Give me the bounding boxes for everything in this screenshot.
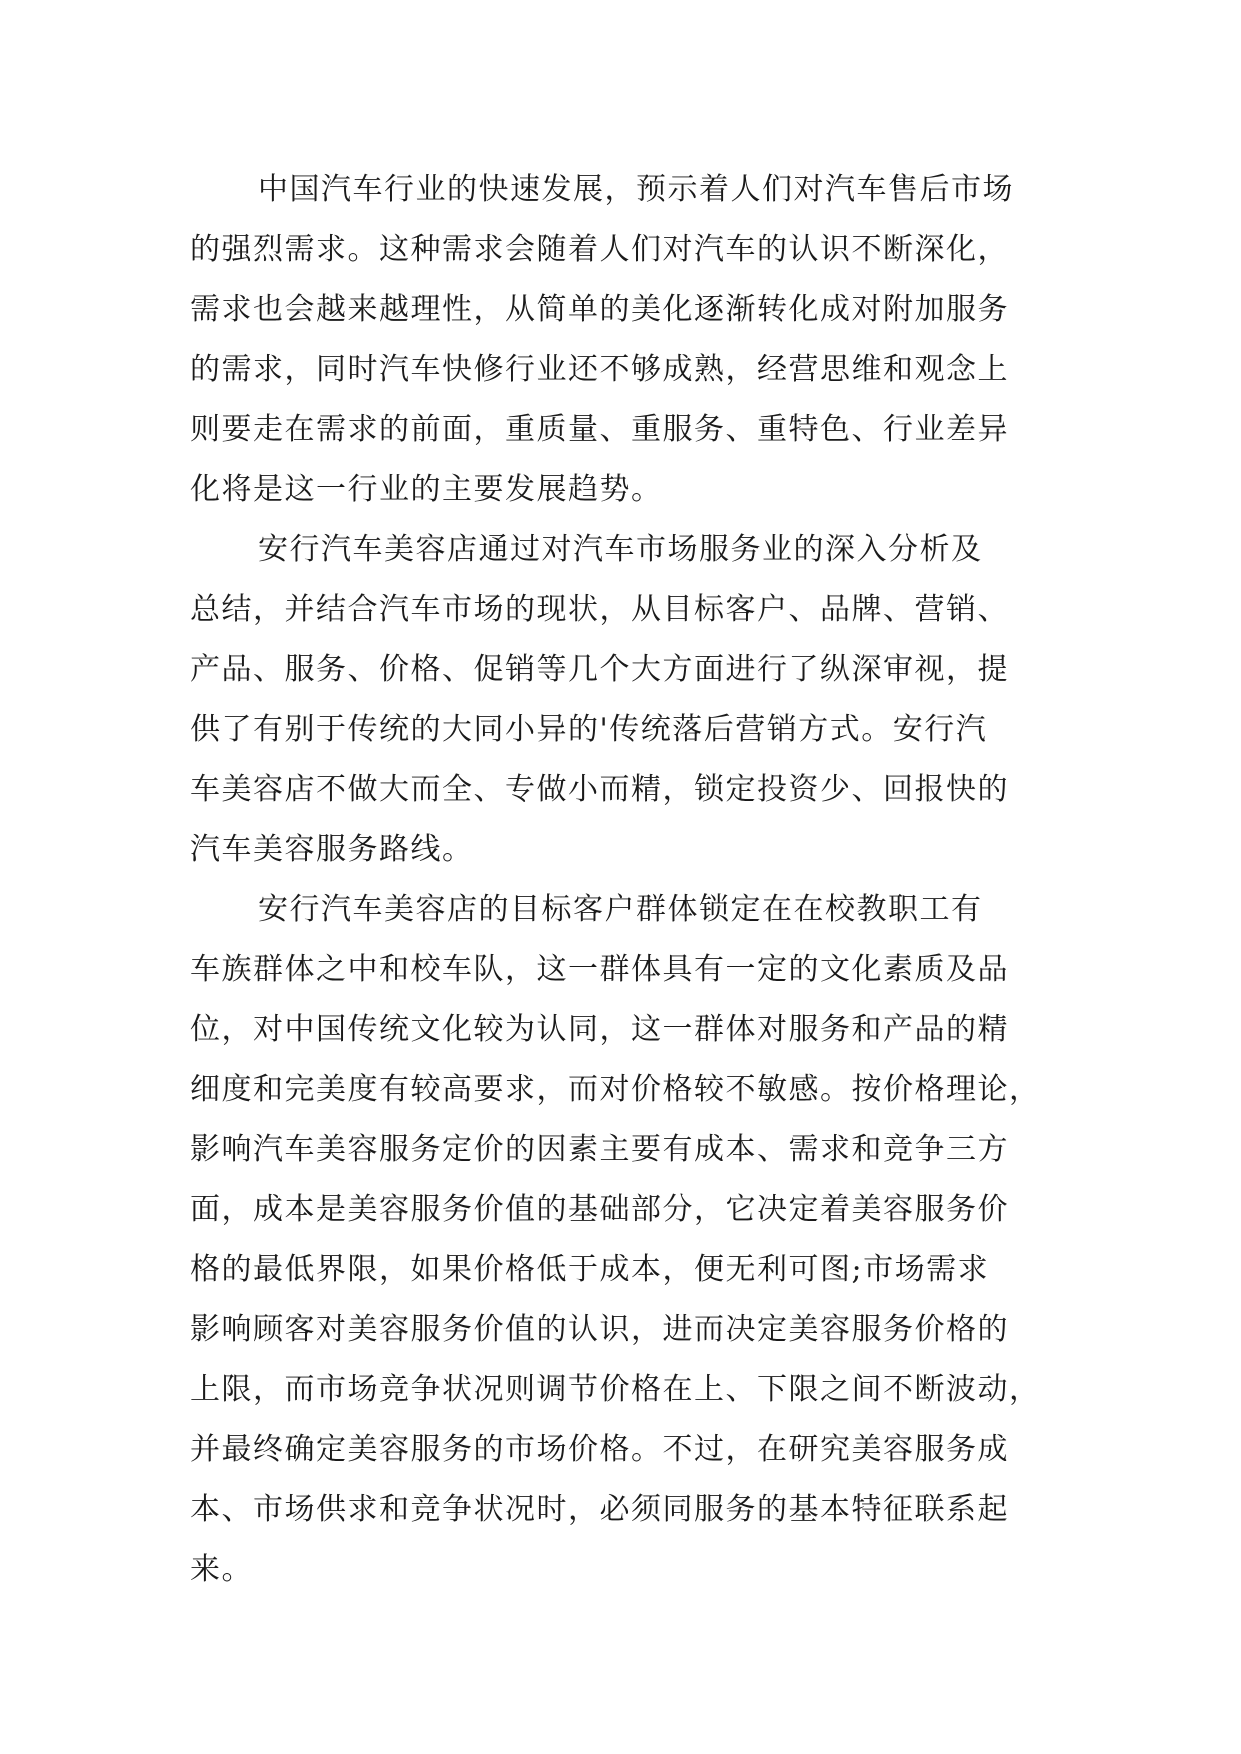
paragraph-line: 需求也会越来越理性，从简单的美化逐渐转化成对附加服务 — [190, 292, 1009, 327]
paragraph-line: 上限，而市场竞争状况则调节价格在上、下限之间不断波动， — [190, 1372, 1041, 1407]
paragraph-line: 供了有别于传统的大同小异的'传统落后营销方式。安行汽 — [190, 712, 988, 747]
paragraph-line: 化将是这一行业的主要发展趋势。 — [190, 472, 663, 507]
paragraph-line: 影响顾客对美容服务价值的认识，进而决定美容服务价格的 — [190, 1312, 1009, 1347]
paragraph-line: 的需求，同时汽车快修行业还不够成熟，经营思维和观念上 — [190, 352, 1009, 387]
paragraph-line: 位，对中国传统文化较为认同，这一群体对服务和产品的精 — [190, 1012, 1009, 1047]
paragraph-line: 本、市场供求和竞争状况时，必须同服务的基本特征联系起 — [190, 1492, 1009, 1527]
paragraph-line: 影响汽车美容服务定价的因素主要有成本、需求和竞争三方 — [190, 1132, 1009, 1167]
paragraph-line: 汽车美容服务路线。 — [190, 832, 474, 867]
paragraph-line: 细度和完美度有较高要求，而对价格较不敏感。按价格理论， — [190, 1072, 1041, 1107]
paragraph-line: 中国汽车行业的快速发展，预示着人们对汽车售后市场 — [258, 172, 1014, 207]
paragraph-line: 面，成本是美容服务价值的基础部分，它决定着美容服务价 — [190, 1192, 1009, 1227]
paragraph-line: 安行汽车美容店的目标客户群体锁定在在校教职工有 — [258, 892, 983, 927]
paragraph-line: 并最终确定美容服务的市场价格。不过，在研究美容服务成 — [190, 1432, 1009, 1467]
paragraph-line: 的强烈需求。这种需求会随着人们对汽车的认识不断深化， — [190, 232, 1009, 267]
paragraph-line: 总结，并结合汽车市场的现状，从目标客户、品牌、营销、 — [190, 592, 1009, 627]
paragraph-line: 格的最低界限，如果价格低于成本，便无利可图;市场需求 — [190, 1252, 990, 1287]
paragraph-3 — [190, 880, 1070, 1600]
paragraph-line: 安行汽车美容店通过对汽车市场服务业的深入分析及 — [258, 532, 983, 567]
paragraph-line: 则要走在需求的前面，重质量、重服务、重特色、行业差异 — [190, 412, 1009, 447]
paragraph-line: 车美容店不做大而全、专做小而精，锁定投资少、回报快的 — [190, 772, 1009, 807]
document-body — [190, 160, 1070, 1600]
paragraph-2 — [190, 520, 1070, 880]
paragraph-line: 车族群体之中和校车队，这一群体具有一定的文化素质及品 — [190, 952, 1009, 987]
paragraph-line: 产品、服务、价格、促销等几个大方面进行了纵深审视，提 — [190, 652, 1009, 687]
paragraph-1 — [190, 160, 1070, 520]
paragraph-line: 来。 — [190, 1552, 253, 1587]
